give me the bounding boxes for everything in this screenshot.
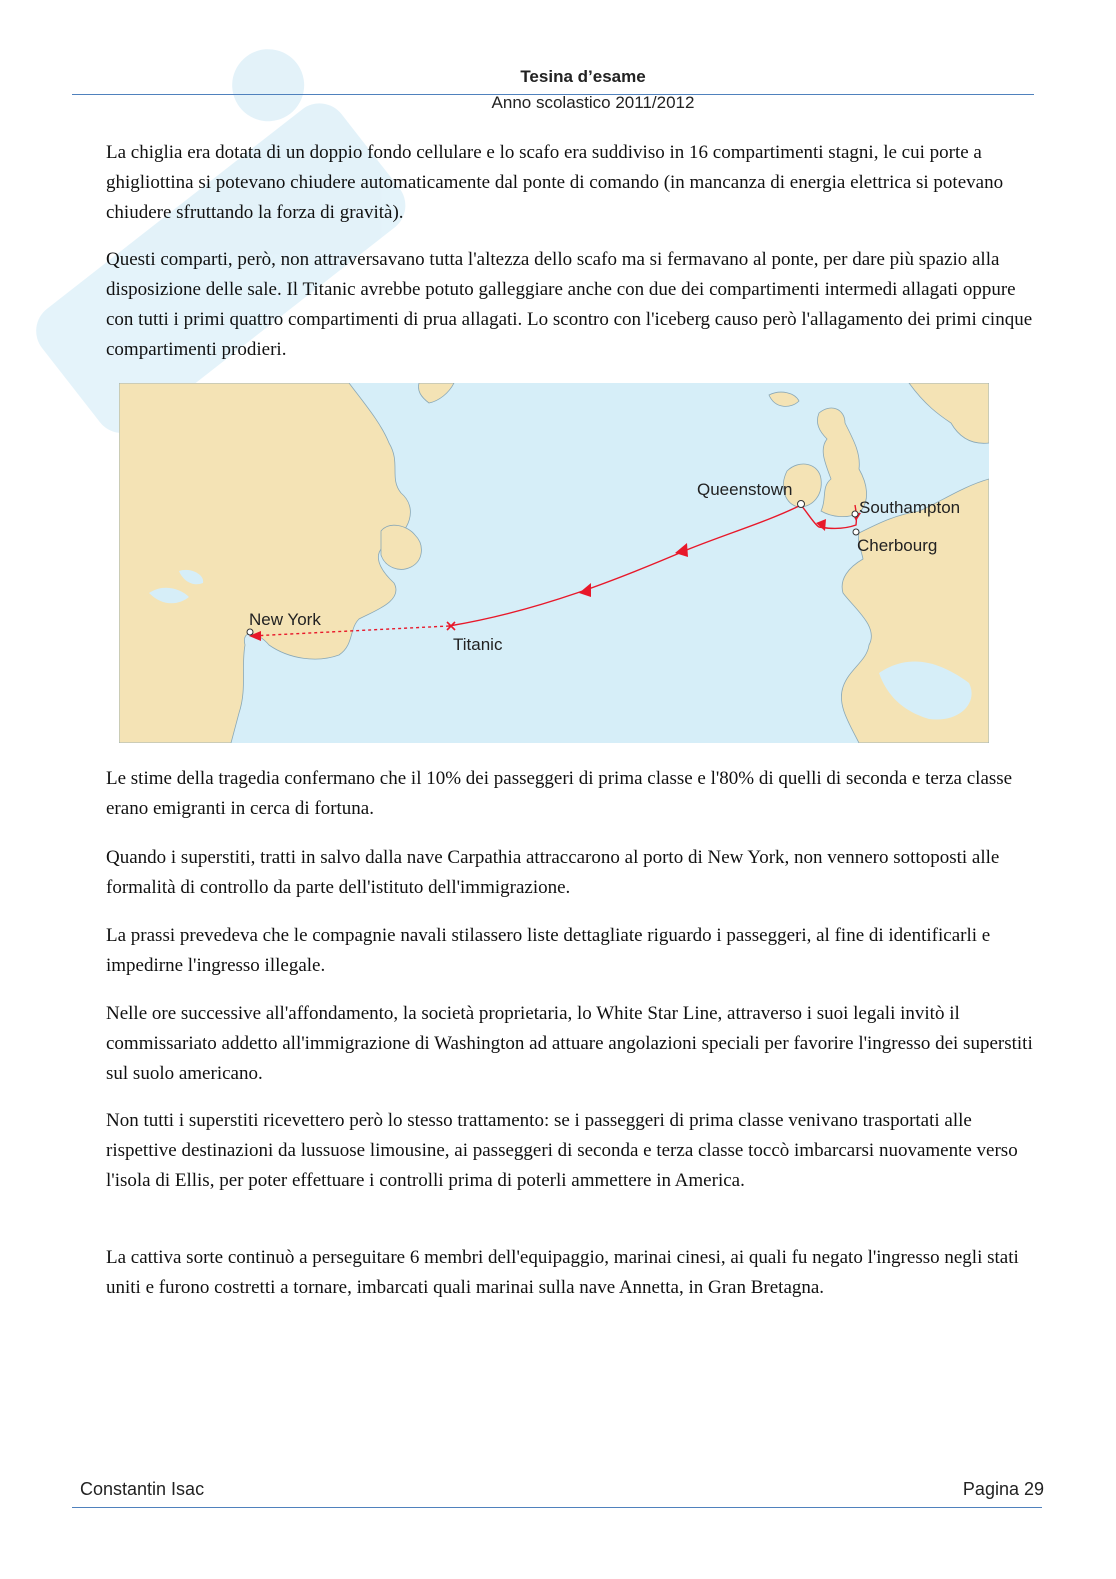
label-southampton: Southampton <box>859 498 961 517</box>
paragraph-8: La cattiva sorte continuò a perseguitare 6 membri dell'equipaggio, marinai cinesi, ai quali fu negato l'ingresso negli stati uniti e furono costretti a tornare, imbarcati quali marinai sulla nave Annetta, in Gran Bretagna. <box>106 1247 1019 1298</box>
label-titanic: Titanic <box>453 635 503 654</box>
new-york-dot <box>247 629 253 635</box>
paragraph-7: Non tutti i superstiti ricevettero però lo stesso trattamento: se i passeggeri di prima classe venivano trasportati alle rispettive destinazioni da lussuose limousine, ai passeggeri di seconda e terza classe toccò imbarcarsi nuovamente verso l'isola di Ellis, per poter effettuare i controlli prima di poterli ammettere in America. <box>106 1110 1018 1191</box>
paragraph-1: La chiglia era dotata di un doppio fondo cellulare e lo scafo era suddiviso in 16 compartimenti stagni, le cui porte a ghigliottina si potevano chiudere automaticamente dal ponte di comando (in mancanza di energia elettrica si potevano chiudere sfruttando la forza di gravità). <box>106 142 1004 223</box>
paragraph-2: Questi comparti, però, non attraversavano tutta l'altezza dello scafo ma si fermavano al ponte, per dare più spazio alla disposizione delle sale. Il Titanic avrebbe potuto galleggiare anche con due dei compartimenti intermedi allagati oppure con tutti i primi quattro compartimenti di prua allagati. Lo scontro con l'iceberg causo però l'allagamento dei primi cinque compartimenti prodieri. <box>106 249 1033 360</box>
label-new-york: New York <box>249 610 321 629</box>
route-map <box>119 383 989 743</box>
paragraph-5: La prassi prevedeva che le compagnie navali stilassero liste dettagliate riguardo i passeggeri, al fine di identificarli e impedirne l'ingresso illegale. <box>106 925 991 976</box>
label-cherbourg: Cherbourg <box>857 536 938 555</box>
label-queenstown: Queenstown <box>697 480 793 499</box>
footer-rule <box>72 1507 1042 1508</box>
footer-page-number: Pagina 29 <box>962 1479 1044 1499</box>
paragraph-4: Quando i superstiti, tratti in salvo dalla nave Carpathia attraccarono al porto di New York, non vennero sottoposti alle formalità di controllo da parte dell'istituto dell'immigrazione. <box>106 847 1000 898</box>
footer-author: Constantin Isac <box>80 1479 205 1499</box>
queenstown-dot <box>798 501 805 508</box>
cherbourg-dot <box>853 529 859 535</box>
southampton-dot <box>852 511 858 517</box>
paragraph-6: Nelle ore successive all'affondamento, la società proprietaria, lo White Star Line, attraverso i suoi legali invitò il commissariato addetto all'immigrazione di Washington ad attuare angolazioni speciali per favorire l'ingresso dei superstiti sul suolo americano. <box>106 1003 1033 1084</box>
header-title: Tesina d’esame <box>520 67 646 86</box>
paragraph-3: Le stime della tragedia confermano che il 10% dei passeggeri di prima classe e l'80% di quelli di seconda e terza classe erano emigranti in cerca di fortuna. <box>106 768 1013 819</box>
header-year: Anno scolastico 2011/2012 <box>491 93 695 112</box>
